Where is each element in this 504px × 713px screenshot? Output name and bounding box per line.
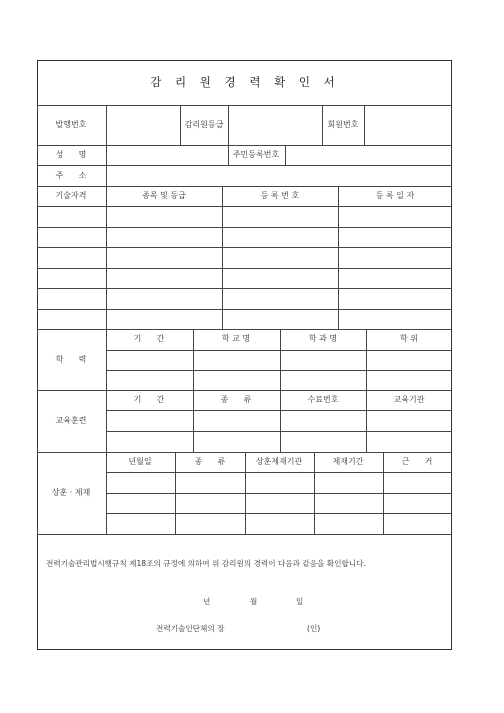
awards-col-type: 종 류: [194, 457, 226, 466]
grid-line: [106, 410, 452, 411]
date-day: 일: [296, 597, 304, 606]
awards-col-date: 년월일: [128, 457, 152, 466]
signer-organization: 전력기술인단체의 장: [156, 624, 225, 633]
grid-line: [106, 472, 452, 473]
training-label: 교육훈련: [55, 416, 87, 425]
grid-line: [37, 227, 452, 228]
grid-line: [175, 452, 176, 534]
grid-line: [364, 105, 365, 145]
awards-col-agency: 상훈제재기관: [255, 457, 303, 466]
education-col-school: 학 교 명: [221, 334, 251, 343]
education-label: 학 력: [55, 355, 87, 364]
grid-line: [193, 390, 194, 452]
grid-line: [106, 390, 107, 452]
signer-seal: (인): [307, 624, 321, 633]
grid-line: [106, 145, 107, 165]
grid-line: [37, 105, 452, 106]
grid-line: [37, 329, 452, 330]
address-label: 주 소: [55, 171, 87, 180]
grid-line: [37, 186, 452, 187]
grid-line: [106, 105, 107, 145]
training-col-type: 종 류: [220, 395, 252, 404]
resident-number-label: 주민등록번호: [232, 150, 280, 159]
grid-line: [37, 390, 452, 391]
grid-line: [180, 105, 181, 145]
grid-line: [245, 452, 246, 534]
awards-col-period: 제재기간: [332, 457, 364, 466]
qualification-col-regno: 등 록 번 호: [260, 191, 300, 200]
grid-line: [106, 186, 107, 329]
education-col-major: 학 과 명: [308, 334, 338, 343]
grid-line: [106, 452, 107, 534]
member-number-label: 회원번호: [327, 120, 359, 129]
awards-col-basis: 근 거: [401, 457, 433, 466]
grid-line: [383, 452, 384, 534]
training-col-certno: 수료번호: [307, 395, 339, 404]
training-col-period: 기 간: [133, 395, 165, 404]
training-col-institution: 교육기관: [393, 395, 425, 404]
grade-label: 감리원등급: [184, 120, 224, 129]
qualification-col-regdate: 등 록 일 자: [375, 191, 415, 200]
grid-line: [228, 145, 229, 165]
education-col-degree: 학 위: [400, 334, 418, 343]
date-month: 월: [250, 597, 258, 606]
grid-line: [366, 329, 367, 390]
grid-line: [106, 329, 107, 390]
qualification-col-type: 종목 및 등급: [142, 191, 186, 200]
grid-line: [228, 105, 229, 145]
grid-line: [285, 145, 286, 165]
education-col-period: 기 간: [133, 334, 165, 343]
grid-line: [37, 288, 452, 289]
grid-line: [366, 390, 367, 452]
awards-label: 상훈 · 제재: [51, 488, 91, 497]
grid-line: [106, 513, 452, 514]
grid-line: [37, 534, 452, 535]
grid-line: [193, 329, 194, 390]
name-label: 성 명: [55, 150, 87, 159]
grid-line: [106, 350, 452, 351]
document-title: 감 리 원 경 력 확 인 서: [150, 75, 340, 89]
grid-line: [106, 431, 452, 432]
grid-line: [106, 493, 452, 494]
grid-line: [37, 247, 452, 248]
grid-line: [222, 186, 223, 329]
grid-line: [37, 309, 452, 310]
grid-line: [106, 370, 452, 371]
date-year: 년: [203, 597, 211, 606]
grid-line: [37, 165, 452, 166]
issue-number-label: 발행번호: [55, 120, 87, 129]
qualification-label: 기술자격: [55, 191, 87, 200]
grid-line: [280, 390, 281, 452]
grid-line: [37, 206, 452, 207]
grid-line: [338, 186, 339, 329]
grid-line: [37, 268, 452, 269]
grid-line: [280, 329, 281, 390]
grid-line: [322, 105, 323, 145]
certification-statement: 전력기술관리법시행규칙 제18조의 규정에 의하여 위 감리원의 경력이 다음과 같음을 확인합니다.: [46, 559, 366, 568]
grid-line: [37, 145, 452, 146]
grid-line: [314, 452, 315, 534]
grid-line: [106, 165, 107, 186]
